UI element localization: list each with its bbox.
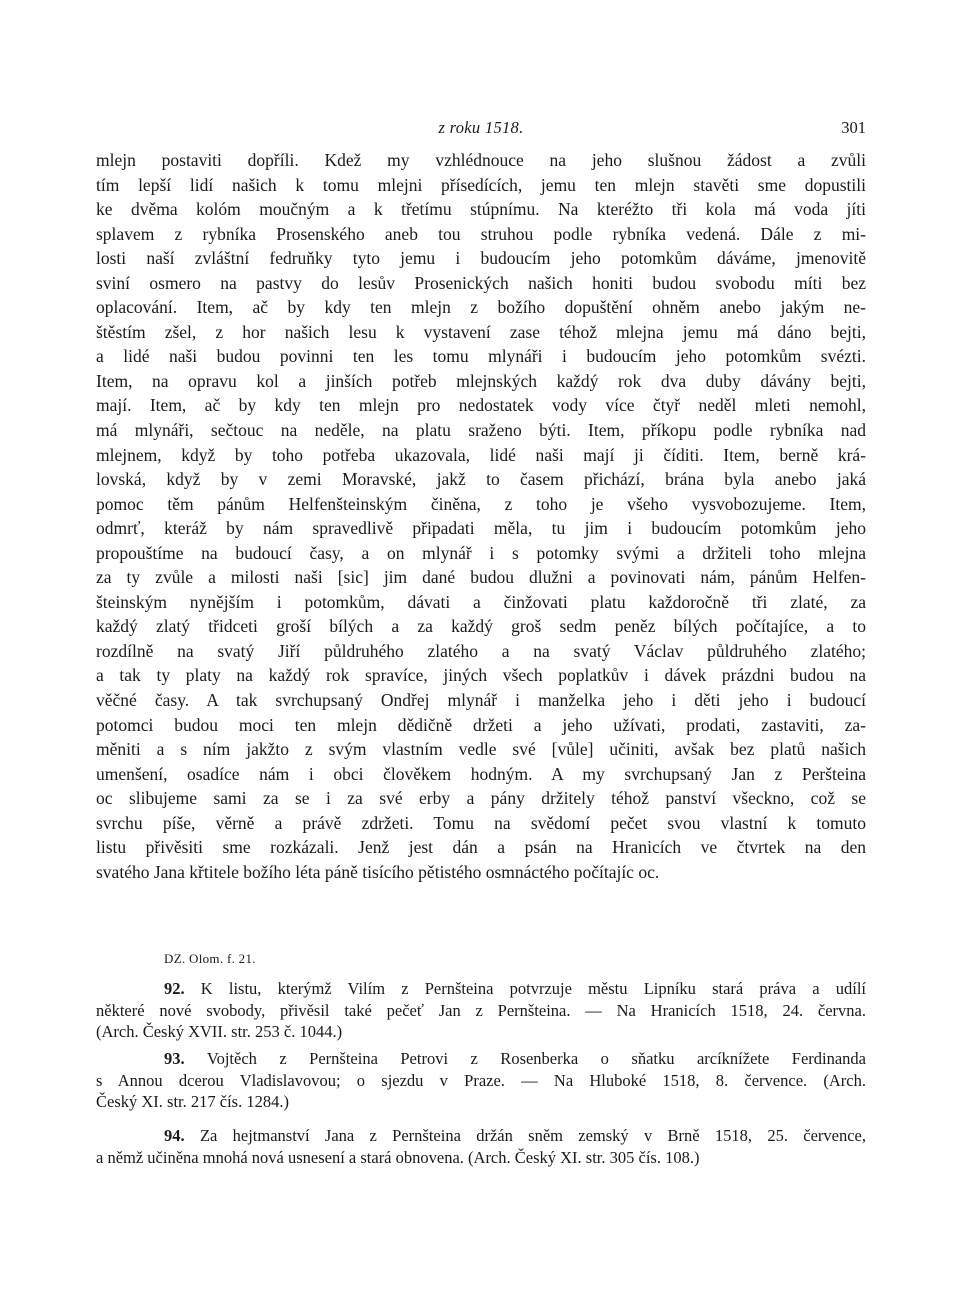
text-line: mlejn postaviti dopříli. Kdež my vzhlédnouce na jeho slušnou žádost a zvůli [96,150,866,170]
text-line: svrchu píše, věrně a právě zdržeti. Tomu na svědomí pečet svou vlastní k tomuto [96,812,866,833]
text-line: rozdílně na svatý Jiří půldruhého zlatého a na svatý Václav půldruhého zlatého; [96,640,866,661]
text-line: svatého Jana křtitele božího léta páně tisícího pětistého osmnáctého počítajíc oc. [96,861,660,882]
regest-entry-94 [96,1125,866,1168]
text-line: měniti a s ním jakžto z svým vlastním vedle své [vůle] učiniti, avšak bez platů našich [96,739,866,760]
entry-number: 94. [164,1126,185,1145]
entry-text-line: (Arch. Český XVII. str. 253 č. 1044.) [96,1022,343,1041]
text-line: mají. Item, ač by kdy ten mlejn pro nedostatek vody více čtyř neděl mleti nemohl, [96,395,866,416]
entry-number: 93. [164,1049,185,1068]
text-line: lovská, když by v zemi Moravské, jakž to časem přichází, brána byla anebo jaká [96,469,866,490]
text-line: sviní osmero na pastvy do lesův Prosenických našich honiti budou svobodu míti bez [96,272,866,293]
text-line: odmrť, kteráž by nám spravedlivě připadati měla, tu jim i budoucím potomkům jeho [96,518,866,539]
text-line: každý zlatý třidceti groší bílých a za každý groš sedm peněz bílých počítajíce, a to [96,616,866,637]
text-line: šteinským nynějším i potomkům, dávati a činžovati platu každoročně tři zlaté, za [96,591,866,612]
text-line: potomci budou moci ten mlejn dědičně držeti a jeho užívati, prodati, zastaviti, za- [96,714,866,735]
entry-text-line: a němž učiněna mnohá nová usnesení a stará obnovena. (Arch. Český XI. str. 305 čís. 108.) [96,1147,700,1167]
entry-text-line: Český XI. str. 217 čís. 1284.) [96,1092,289,1111]
text-line: mlejnem, když by toho potřeba ukazovala, lidé naši mají ji číditi. Item, berně krá- [96,444,866,465]
entry-first-line [96,978,866,1000]
entry-text: Vojtěch z Pernšteina Petrovi z Rosenberka o sňatku arcíknížete Ferdinanda [206,1049,867,1068]
text-line: oc slibujeme sami za se i za své erby a pány držitely téhož panství všeckno, což se [96,788,866,809]
entry-first-line [96,1048,866,1070]
running-head [96,118,866,142]
regest-entry-92 [96,978,866,1043]
text-line: má mlynáři, sečtouc na neděle, na platu sraženo býti. Item, příkopu podle rybníka nad [96,420,866,441]
entry-text: Za hejtmanství Jana z Pernšteina držán sněm zemský v Brně 1518, 25. července, [199,1126,867,1145]
main-text [96,148,866,884]
text-line: za ty zvůle a milosti naši [sic] jim dané budou dlužni a povinovati nám, pánům Helfen- [96,567,866,588]
text-line: propouštíme na budoucí časy, a on mlynář i s potomky svými a držiteli toho mlejna [96,542,866,563]
running-title: z roku 1518. [438,118,524,137]
text-line: štěstím zšel, z hor našich lesu k vystavení zase téhož mlejna jemu má dáno bejti, [96,321,866,342]
entry-first-line [96,1125,866,1147]
text-line: Item, na opravu kol a jinších potřeb mlejnských každý rok dva duby dávány bejti, [96,370,866,391]
text-line: ke dvěma kolóm moučným a k třetímu stúpnímu. Na kteréžto tři kola má voda jíti [96,199,866,220]
entry-number: 92. [164,979,185,998]
text-line: a lidé naši budou povinni ten les tomu mlynáři i budoucím jeho potomkům svézti. [96,346,866,367]
text-line: splavem z rybníka Prosenského aneb tou struhou podle rybníka vedená. Dále z mi- [96,223,866,244]
text-line: a tak ty platy na každý rok spravíce, jiných všech poplatkův i dávek prázdni budou na [96,665,866,686]
text-line: listu přivěsiti sme rozkázali. Jenž jest dán a psán na Hranicích ve čtvrtek na den [96,837,866,858]
entry-text: K listu, kterýmž Vilím z Pernšteina potvrzuje městu Lipníku stará práva a udílí [200,979,866,998]
text-line: oplacování. Item, ač by kdy ten mlejn z božího dopuštění ohněm anebo jakým ne- [96,297,866,318]
text-line: umenšení, osadíce nám i obci člověkem hodným. A my svrchupsaný Jan z Peršteina [96,763,866,784]
source-citation: DZ. Olom. f. 21. [164,951,256,966]
text-line: losti naší zvláštní fedruňky tyto jemu i budoucím jeho potomkům dáváme, jmenovitě [96,248,866,269]
regest-entry-93 [96,1048,866,1113]
entry-text-line: některé nové svobody, přivěsil také pečeť Jan z Pernšteina. — Na Hranicích 1518, 24. června. [96,1000,866,1020]
page-number: 301 [841,118,866,137]
text-line: tím lepší lidí našich k tomu mlejni přísedících, jemu ten mlejn stavěti sme dopustili [96,174,866,195]
text-line: věčné časy. A tak svrchupsaný Ondřej mlynář i manželka jeho i děti jeho i budoucí [96,690,866,711]
text-line: pomoc těm pánům Helfenšteinským činěna, z toho je všeho vysvobozujeme. Item, [96,493,866,514]
entry-text-line: s Annou dcerou Vladislavovou; o sjezdu v Praze. — Na Hluboké 1518, 8. července. (Arch. [96,1070,866,1090]
